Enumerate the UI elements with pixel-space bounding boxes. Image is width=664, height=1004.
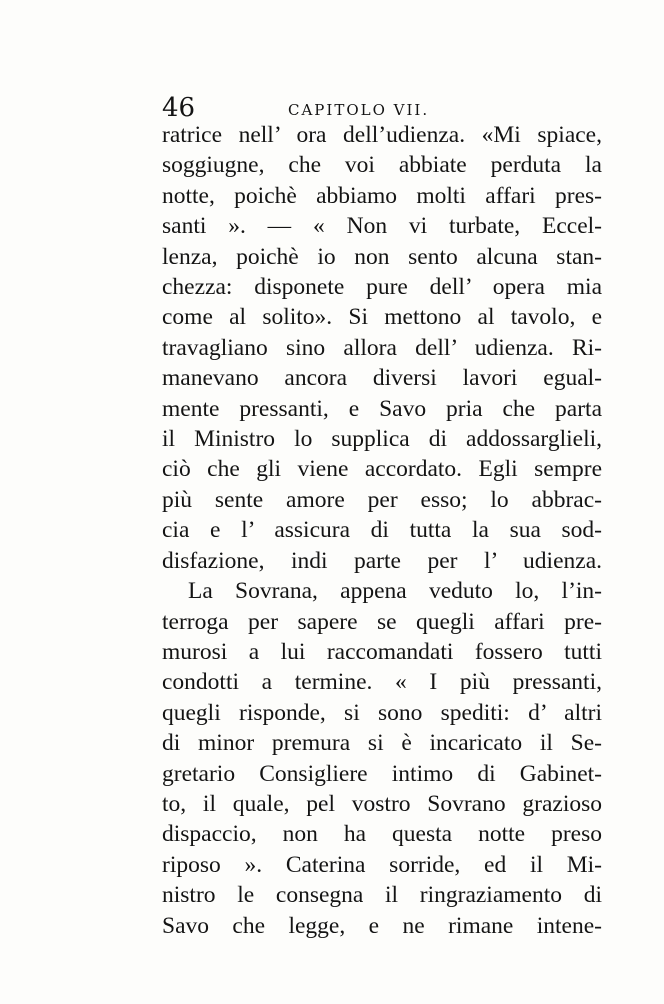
text-line: chezza: disponete pure dell’ opera mia bbox=[162, 274, 602, 301]
text-line: disfazione, indi parte per l’ udienza. bbox=[162, 547, 602, 574]
text-line: come al solito». Si mettono al tavolo, e bbox=[162, 304, 602, 331]
text-line: santi ». — « Non vi turbate, Eccel- bbox=[162, 213, 602, 240]
text-line: il Ministro lo supplica di addossarglieli, bbox=[162, 426, 602, 453]
text-line: nistro le consegna il ringraziamento di bbox=[162, 882, 602, 909]
text-line: murosi a lui raccomandati fossero tutti bbox=[162, 638, 602, 665]
text-line: terroga per sapere se quegli affari pre- bbox=[162, 608, 602, 635]
text-line: Savo che legge, e ne rimane intene- bbox=[162, 912, 602, 939]
text-line: riposo ». Caterina sorride, ed il Mi- bbox=[162, 851, 602, 878]
text-line: to, il quale, pel vostro Sovrano grazioso bbox=[162, 790, 602, 817]
text-line: manevano ancora diversi lavori egual- bbox=[162, 365, 602, 392]
text-line: notte, poichè abbiamo molti affari pres- bbox=[162, 182, 602, 209]
text-line: lenza, poichè io non sento alcuna stan- bbox=[162, 243, 602, 270]
text-line: cia e l’ assicura di tutta la sua sod- bbox=[162, 517, 602, 544]
page-number: 46 bbox=[162, 93, 196, 123]
text-line: di minor premura si è incaricato il Se- bbox=[162, 730, 602, 757]
text-line: travagliano sino allora dell’ udienza. Ri- bbox=[162, 334, 602, 361]
running-head: CAPITOLO VII. bbox=[288, 101, 430, 119]
text-line: condotti a termine. « I più pressanti, bbox=[162, 669, 602, 696]
text-line: dispaccio, non ha questa notte preso bbox=[162, 821, 602, 848]
text-line: ciò che gli viene accordato. Egli sempre bbox=[162, 456, 602, 483]
text-line: La Sovrana, appena veduto lo, l’in- bbox=[188, 578, 602, 605]
text-line: più sente amore per esso; lo abbrac- bbox=[162, 486, 602, 513]
text-line: soggiugne, che voi abbiate perduta la bbox=[162, 152, 602, 179]
body-text bbox=[162, 120, 602, 941]
text-line: gretario Consigliere intimo di Gabinet- bbox=[162, 760, 602, 787]
text-line: quegli risponde, si sono spediti: d’ altri bbox=[162, 699, 602, 726]
text-line: mente pressanti, e Savo pria che parta bbox=[162, 395, 602, 422]
text-line: ratrice nell’ ora dell’udienza. «Mi spiace, bbox=[162, 122, 602, 148]
